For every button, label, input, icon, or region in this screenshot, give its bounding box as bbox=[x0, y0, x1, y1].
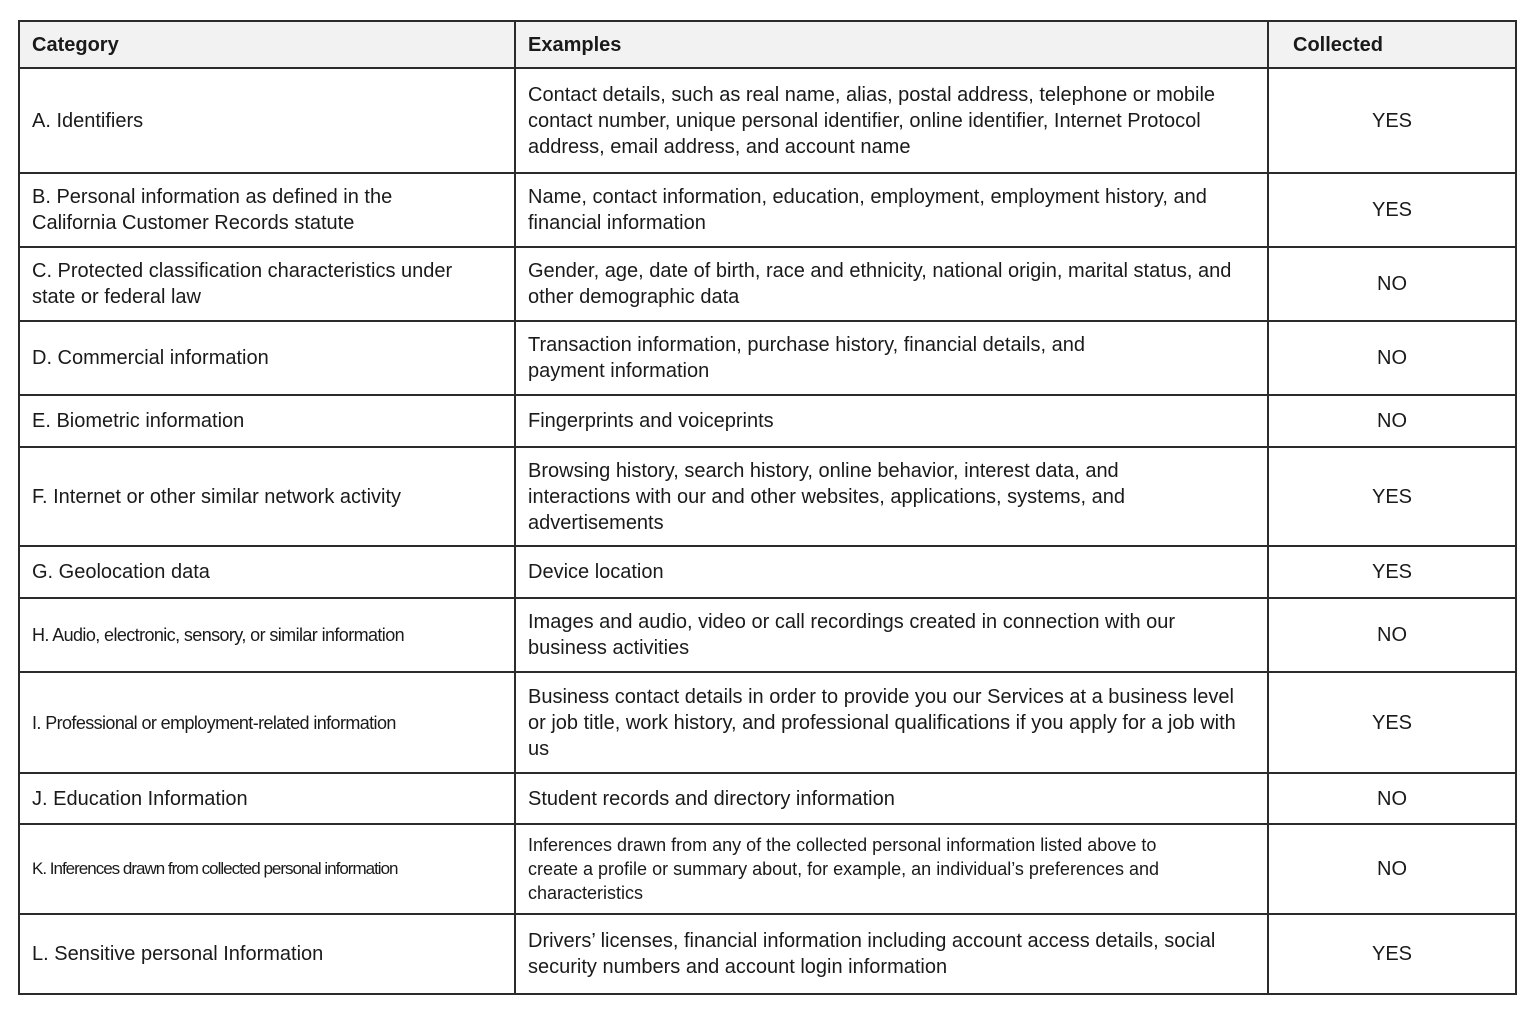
category-cell: H. Audio, electronic, sensory, or similar information bbox=[19, 598, 515, 672]
collected-cell: YES bbox=[1268, 68, 1516, 173]
collected-cell: YES bbox=[1268, 546, 1516, 598]
category-cell: B. Personal information as defined in the California Customer Records statute bbox=[19, 173, 515, 247]
examples-cell: Drivers’ licenses, financial information including account access details, social security numbers and account login information bbox=[515, 914, 1268, 994]
personal-information-table bbox=[18, 20, 1517, 995]
examples-cell: Gender, age, date of birth, race and ethnicity, national origin, marital status, and other demographic data bbox=[515, 247, 1268, 321]
table-header-row bbox=[19, 21, 1516, 68]
collected-cell: YES bbox=[1268, 173, 1516, 247]
examples-cell: Device location bbox=[515, 546, 1268, 598]
category-cell: K. Inferences drawn from collected personal information bbox=[19, 824, 515, 914]
category-cell: D. Commercial information bbox=[19, 321, 515, 395]
personal-information-table-container bbox=[18, 20, 1515, 995]
examples-cell: Images and audio, video or call recordings created in connection with our business activities bbox=[515, 598, 1268, 672]
table-row bbox=[19, 173, 1516, 247]
examples-cell: Business contact details in order to provide you our Services at a business level or job title, work history, and professional qualifications if you apply for a job with us bbox=[515, 672, 1268, 773]
category-cell: F. Internet or other similar network activity bbox=[19, 447, 515, 546]
examples-cell: Student records and directory information bbox=[515, 773, 1268, 824]
category-cell: E. Biometric information bbox=[19, 395, 515, 447]
header-category: Category bbox=[19, 21, 515, 68]
table-row bbox=[19, 914, 1516, 994]
collected-cell: YES bbox=[1268, 672, 1516, 773]
table-row bbox=[19, 598, 1516, 672]
category-cell: J. Education Information bbox=[19, 773, 515, 824]
examples-cell: Transaction information, purchase history, financial details, and payment information bbox=[515, 321, 1268, 395]
header-collected: Collected bbox=[1268, 21, 1516, 68]
category-cell: I. Professional or employment-related information bbox=[19, 672, 515, 773]
examples-cell: Name, contact information, education, employment, employment history, and financial information bbox=[515, 173, 1268, 247]
table-row bbox=[19, 68, 1516, 173]
examples-cell: Fingerprints and voiceprints bbox=[515, 395, 1268, 447]
collected-cell: YES bbox=[1268, 447, 1516, 546]
table-row bbox=[19, 247, 1516, 321]
collected-cell: NO bbox=[1268, 773, 1516, 824]
table-row bbox=[19, 824, 1516, 914]
examples-cell: Inferences drawn from any of the collected personal information listed above to create a profile or summary about, for example, an individual’s preferences and characteristics bbox=[515, 824, 1268, 914]
category-cell: L. Sensitive personal Information bbox=[19, 914, 515, 994]
collected-cell: NO bbox=[1268, 247, 1516, 321]
table-row bbox=[19, 672, 1516, 773]
collected-cell: YES bbox=[1268, 914, 1516, 994]
collected-cell: NO bbox=[1268, 395, 1516, 447]
collected-cell: NO bbox=[1268, 824, 1516, 914]
header-examples: Examples bbox=[515, 21, 1268, 68]
table-row bbox=[19, 395, 1516, 447]
category-cell: C. Protected classification characteristics under state or federal law bbox=[19, 247, 515, 321]
table-row bbox=[19, 546, 1516, 598]
examples-cell: Contact details, such as real name, alias, postal address, telephone or mobile contact number, unique personal identifier, online identifier, Internet Protocol address, email address, and account name bbox=[515, 68, 1268, 173]
category-cell: A. Identifiers bbox=[19, 68, 515, 173]
table-row bbox=[19, 773, 1516, 824]
table-row bbox=[19, 321, 1516, 395]
category-cell: G. Geolocation data bbox=[19, 546, 515, 598]
examples-cell: Browsing history, search history, online behavior, interest data, and interactions with our and other websites, applications, systems, and advertisements bbox=[515, 447, 1268, 546]
table-row bbox=[19, 447, 1516, 546]
collected-cell: NO bbox=[1268, 321, 1516, 395]
collected-cell: NO bbox=[1268, 598, 1516, 672]
